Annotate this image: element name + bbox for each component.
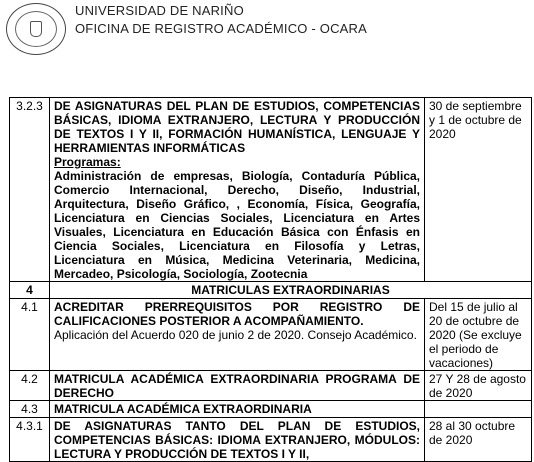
row-date-empty (425, 401, 532, 418)
row-title: ACREDITAR PRERREQUISITOS POR REGISTRO DE CALIFICACIONES POSTERIOR A ACOMPAÑAMIENTO. (54, 300, 420, 328)
subsection-row (10, 401, 532, 418)
programs-label: Programas: (54, 155, 121, 169)
office-name: OFICINA DE REGISTRO ACADÉMICO - OCARA (75, 21, 367, 36)
table-row (10, 371, 532, 401)
row-title: DE ASIGNATURAS TANTO DEL PLAN DE ESTUDIOS, COMPETENCIAS BÁSICAS: IDIOMA EXTRANJERO, MÓDULOS: LECTURA Y PRODUCCIÓN DE TEXTOS I Y II, (54, 419, 420, 461)
row-title: MATRICULA ACADÉMICA EXTRAORDINARIA (50, 401, 425, 418)
row-description (50, 98, 425, 282)
section-number: 4 (10, 282, 50, 299)
section-row (10, 282, 532, 299)
row-title: MATRICULA ACADÉMICA EXTRAORDINARIA PROGRAMA DE DERECHO (54, 372, 420, 400)
document-header (0, 0, 534, 60)
row-date: 28 al 30 octubre de 2020 (425, 418, 532, 462)
seal-inner-ring (15, 11, 57, 47)
row-number: 4.1 (10, 299, 50, 371)
section-title: MATRICULAS EXTRAORDINARIAS (50, 282, 532, 299)
row-date: 27 Y 28 de agosto de 2020 (425, 371, 532, 401)
row-date: Del 15 de julio al 20 de octubre de 2020 (Se excluye el periodo de vacaciones) (425, 299, 532, 371)
row-number: 4.2 (10, 371, 50, 401)
row-description (50, 371, 425, 401)
row-number: 4.3.1 (10, 418, 50, 462)
row-note: Aplicación del Acuerdo 020 de junio 2 de 2020. Consejo Académico. (54, 328, 417, 342)
table-row (10, 418, 532, 462)
schedule-table (9, 97, 532, 462)
university-seal-icon (6, 3, 66, 55)
university-name: UNIVERSIDAD DE NARIÑO (75, 3, 244, 18)
row-date: 30 de septiembre y 1 de octubre de 2020 (425, 98, 532, 282)
row-number: 3.2.3 (10, 98, 50, 282)
seal-shield-mark (30, 21, 42, 37)
row-description (50, 418, 425, 462)
row-number: 4.3 (10, 401, 50, 418)
table-row (10, 98, 532, 282)
table-row (10, 299, 532, 371)
row-title: DE ASIGNATURAS DEL PLAN DE ESTUDIOS, COMPETENCIAS BÁSICAS, IDIOMA EXTRANJERO, LECTURA Y PRODUCCIÓN DE TEXTOS I Y II, FORMACIÓN HUMANÍSTICA, LENGUAJE Y HERRAMIENTAS INFORMÁTICAS (54, 99, 420, 155)
row-description (50, 299, 425, 371)
programs-list: Administración de empresas, Biología, Contaduría Pública, Comercio Internacional, Derecho, Diseño, Industrial, Arquitectura, Diseño Gráfico, , Economía, Física, Geografía, Licenciatura en Ciencias Sociales, Licenciatura en Artes Visuales, Licenciatura en Educación Básica con Énfasis en Ciencia Sociales, Licenciatura en Filosofía y Letras, Licenciatura en Música, Medicina Veterinaria, Medicina, Mercadeo, Psicología, Sociología, Zootecnia (54, 169, 420, 281)
